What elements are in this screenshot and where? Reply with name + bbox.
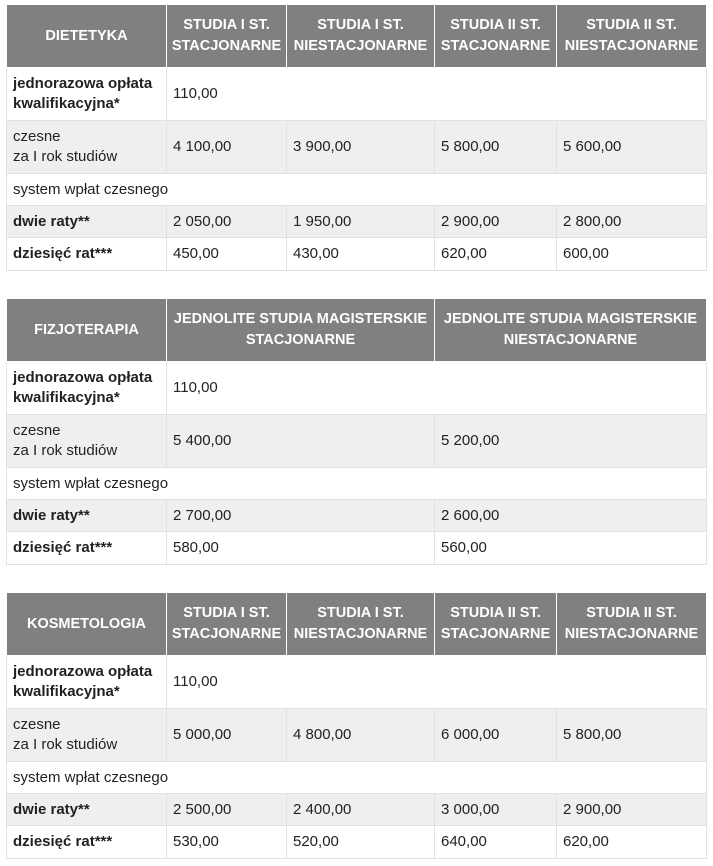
label-line: jednorazowa opłata (13, 663, 153, 680)
table-row (7, 238, 707, 271)
table-cell: 3 000,00 (435, 794, 557, 826)
column-header: STUDIA II ST. NIESTACJONARNE (557, 593, 707, 656)
column-header: JEDNOLITE STUDIA MAGISTERSKIE NIESTACJONARNE (435, 299, 707, 362)
table-row (7, 532, 707, 565)
table-cell: 2 900,00 (435, 206, 557, 238)
column-header: STUDIA I ST. STACJONARNE (167, 593, 287, 656)
row-label-tuition (7, 415, 167, 468)
qualification-fee-value: 110,00 (167, 68, 707, 121)
table-cell: 6 000,00 (435, 709, 557, 762)
table-cell: 430,00 (287, 238, 435, 271)
row-label-two-installments: dwie raty** (7, 794, 167, 826)
row-label-two-installments: dwie raty** (7, 206, 167, 238)
row-label-qualification-fee (7, 656, 167, 709)
table-cell: 530,00 (167, 826, 287, 859)
table-row (7, 468, 707, 500)
table-cell: 640,00 (435, 826, 557, 859)
row-label-tuition (7, 121, 167, 174)
table-row (7, 121, 707, 174)
row-label-qualification-fee (7, 68, 167, 121)
table-cell: 620,00 (557, 826, 707, 859)
label-line: czesne (13, 716, 61, 733)
table-header-row (7, 593, 707, 656)
table-cell: 5 800,00 (557, 709, 707, 762)
fee-table-dietetyka (6, 4, 707, 271)
label-line: jednorazowa opłata (13, 369, 153, 386)
qualification-fee-value: 110,00 (167, 656, 707, 709)
column-header: STUDIA I ST. NIESTACJONARNE (287, 593, 435, 656)
table-row (7, 362, 707, 415)
table-cell: 2 400,00 (287, 794, 435, 826)
qualification-fee-value: 110,00 (167, 362, 707, 415)
table-header-row (7, 5, 707, 68)
fee-table-fizjoterapia (6, 298, 707, 565)
table-row (7, 500, 707, 532)
table-cell: 2 800,00 (557, 206, 707, 238)
table-cell: 4 800,00 (287, 709, 435, 762)
table-row (7, 762, 707, 794)
table-cell: 600,00 (557, 238, 707, 271)
column-header: STUDIA II ST. STACJONARNE (435, 593, 557, 656)
label-line: czesne (13, 422, 61, 439)
table-cell: 620,00 (435, 238, 557, 271)
table-row (7, 709, 707, 762)
table-cell: 2 500,00 (167, 794, 287, 826)
table-cell: 5 200,00 (435, 415, 707, 468)
table-row (7, 415, 707, 468)
row-label-payment-system: system wpłat czesnego (7, 174, 707, 206)
table-cell: 5 400,00 (167, 415, 435, 468)
table-cell: 5 600,00 (557, 121, 707, 174)
table-cell: 3 900,00 (287, 121, 435, 174)
table-row (7, 174, 707, 206)
table-cell: 5 800,00 (435, 121, 557, 174)
column-header: STUDIA I ST. STACJONARNE (167, 5, 287, 68)
program-name: FIZJOTERAPIA (7, 299, 167, 362)
table-row (7, 826, 707, 859)
table-cell: 450,00 (167, 238, 287, 271)
table-cell: 580,00 (167, 532, 435, 565)
column-header: JEDNOLITE STUDIA MAGISTERSKIE STACJONARNE (167, 299, 435, 362)
table-cell: 2 050,00 (167, 206, 287, 238)
table-row (7, 206, 707, 238)
label-line: kwalifikacyjna* (13, 683, 120, 700)
column-header: STUDIA II ST. STACJONARNE (435, 5, 557, 68)
column-header: STUDIA I ST. NIESTACJONARNE (287, 5, 435, 68)
label-line: za I rok studiów (13, 148, 118, 165)
label-line: za I rok studiów (13, 442, 118, 459)
fee-table-kosmetologia (6, 592, 707, 859)
table-header-row (7, 299, 707, 362)
label-line: jednorazowa opłata (13, 75, 153, 92)
label-line: za I rok studiów (13, 736, 118, 753)
label-line: kwalifikacyjna* (13, 95, 120, 112)
label-line: kwalifikacyjna* (13, 389, 120, 406)
row-label-ten-installments: dziesięć rat*** (7, 532, 167, 565)
row-label-two-installments: dwie raty** (7, 500, 167, 532)
table-cell: 1 950,00 (287, 206, 435, 238)
table-cell: 520,00 (287, 826, 435, 859)
program-name: KOSMETOLOGIA (7, 593, 167, 656)
table-row (7, 794, 707, 826)
table-cell: 4 100,00 (167, 121, 287, 174)
column-header: STUDIA II ST. NIESTACJONARNE (557, 5, 707, 68)
table-cell: 2 700,00 (167, 500, 435, 532)
table-cell: 560,00 (435, 532, 707, 565)
table-row (7, 68, 707, 121)
row-label-qualification-fee (7, 362, 167, 415)
row-label-tuition (7, 709, 167, 762)
table-cell: 5 000,00 (167, 709, 287, 762)
label-line: czesne (13, 128, 61, 145)
row-label-ten-installments: dziesięć rat*** (7, 826, 167, 859)
table-cell: 2 600,00 (435, 500, 707, 532)
table-row (7, 656, 707, 709)
table-cell: 2 900,00 (557, 794, 707, 826)
program-name: DIETETYKA (7, 5, 167, 68)
row-label-payment-system: system wpłat czesnego (7, 468, 707, 500)
row-label-ten-installments: dziesięć rat*** (7, 238, 167, 271)
row-label-payment-system: system wpłat czesnego (7, 762, 707, 794)
